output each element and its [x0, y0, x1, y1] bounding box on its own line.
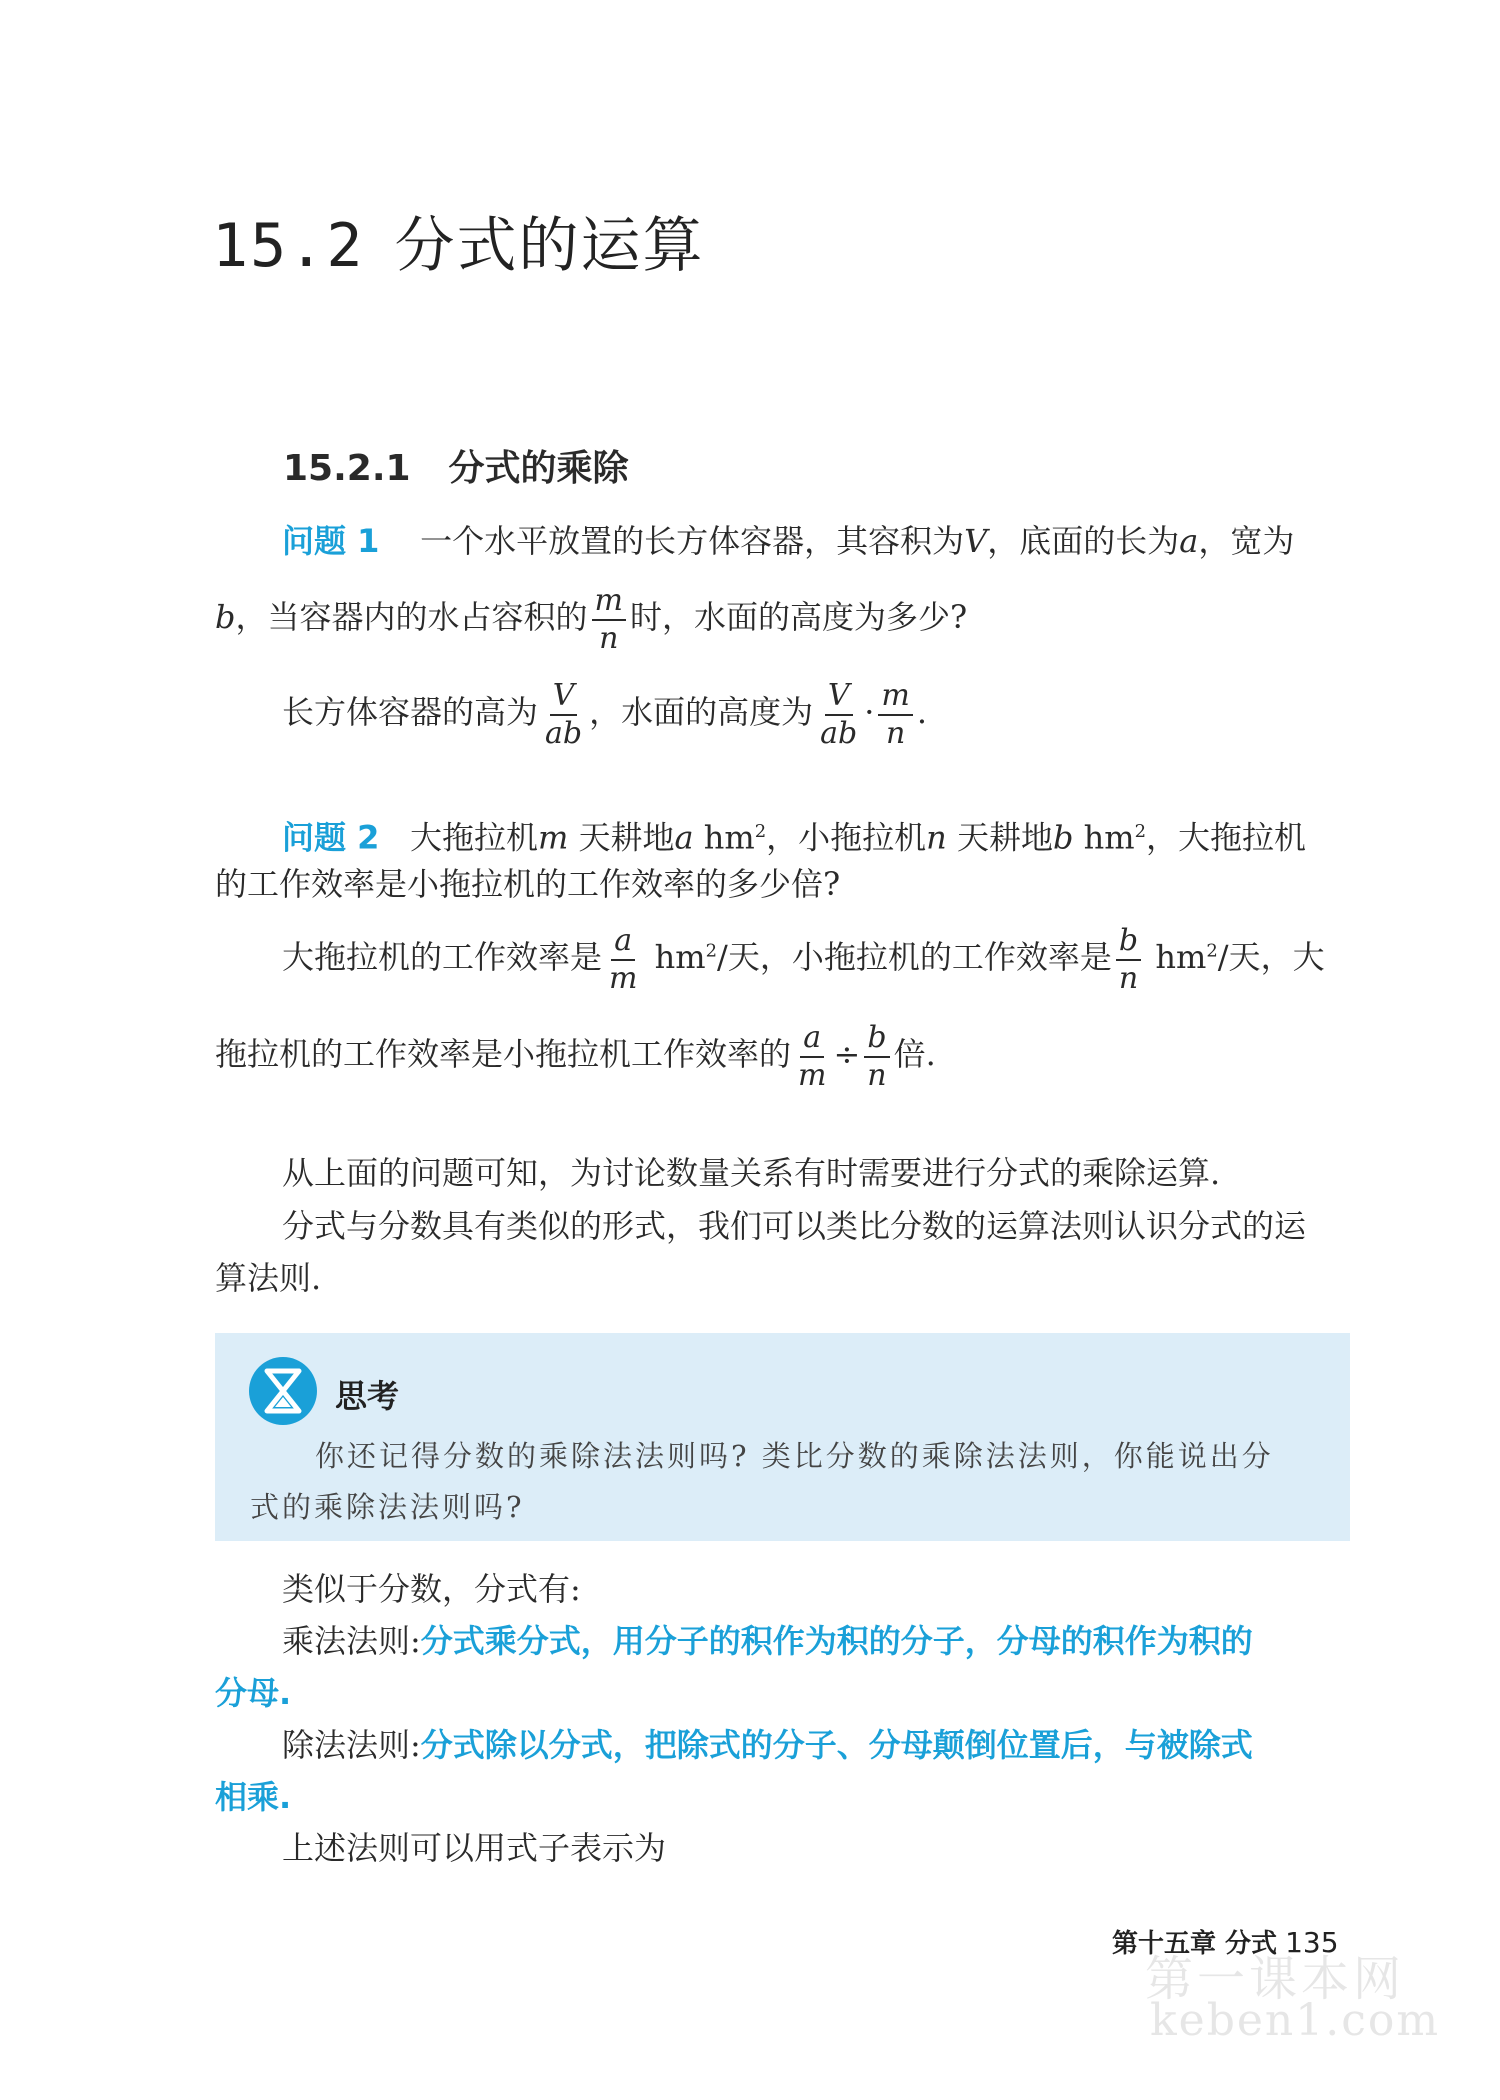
problem1-line2	[215, 585, 967, 654]
text: ，大	[1260, 938, 1325, 976]
rules-outro: 上述法则可以用式子表示为	[282, 1829, 667, 1867]
numerator: m	[878, 680, 912, 716]
text: 一个水平放置的长方体容器，其容积为	[420, 522, 965, 560]
var: a	[674, 818, 694, 857]
problem1-line1	[282, 515, 1294, 567]
fraction-a-m-2	[795, 1022, 829, 1091]
text: ，大拖拉机	[1146, 818, 1307, 857]
rule-text: 分式乘分式，用分子的积作为积的分子，分母的积作为积的	[420, 1622, 1253, 1660]
problem2-label: 问题 2	[282, 818, 380, 857]
problem1-answer	[282, 680, 927, 749]
numerator: V	[550, 680, 578, 716]
unit: hm	[1155, 938, 1207, 976]
divide-sign: ÷	[833, 1035, 861, 1073]
denominator: ab	[820, 715, 858, 751]
numerator: b	[1116, 925, 1141, 961]
text: 长方体容器的高为	[282, 693, 539, 731]
fraction-b-n-2	[864, 1022, 889, 1091]
fraction-a-m	[606, 925, 640, 994]
rule-label: 乘法法则:	[282, 1622, 421, 1660]
denominator: ab	[545, 715, 583, 751]
fraction-m-n-2	[878, 680, 912, 749]
subsection-number: 15.2.1	[283, 448, 411, 489]
denominator: n	[885, 715, 906, 751]
problem2-answer-line1	[282, 925, 1325, 994]
text: ，小拖拉机的工作效率是	[759, 938, 1112, 976]
dot: ·	[864, 693, 875, 731]
var: n	[926, 818, 947, 857]
text: 大拖拉机	[409, 818, 538, 857]
chapter-label: 第十五章 分式	[1112, 1929, 1278, 1959]
superscript: 2	[705, 940, 718, 962]
denominator: n	[1118, 960, 1139, 996]
denominator: n	[599, 620, 619, 656]
fraction-V-ab	[542, 680, 585, 749]
var: m	[537, 818, 569, 857]
denominator: m	[798, 1057, 827, 1093]
paragraph-2-line1: 分式与分数具有类似的形式，我们可以类比分数的运算法则认识分式的运	[282, 1207, 1307, 1245]
unit: /天	[1217, 938, 1261, 976]
watermark-title: 第一课本网	[1145, 1951, 1406, 2007]
text: 天耕地	[956, 818, 1053, 857]
var: b	[1052, 818, 1074, 857]
think-icon	[247, 1355, 319, 1427]
text: 时，水面的高度为多少?	[629, 598, 968, 636]
text: 倍.	[893, 1035, 936, 1073]
problem2-answer-line2	[215, 1022, 936, 1091]
problem1-label: 问题 1	[282, 522, 380, 560]
watermark-url: keben1.com	[1150, 1995, 1441, 2046]
unit: hm	[703, 818, 755, 857]
var: V	[964, 522, 988, 560]
var: a	[1179, 522, 1199, 560]
denominator: m	[609, 960, 638, 996]
text: ，小拖拉机	[766, 818, 927, 857]
division-rule-line2: 相乘.	[215, 1778, 292, 1816]
think-text-line1: 你还记得分数的乘除法法则吗? 类比分数的乘除法法则，你能说出分	[315, 1439, 1274, 1473]
text: ，当容器内的水占容积的	[235, 598, 588, 636]
unit: hm	[654, 938, 706, 976]
multiplication-rule-line2: 分母.	[215, 1674, 292, 1712]
superscript: 2	[1206, 940, 1218, 962]
text: 天耕地	[578, 818, 675, 857]
text: ，水面的高度为	[589, 693, 814, 731]
numerator: V	[825, 680, 853, 716]
division-rule-line1	[282, 1719, 1253, 1771]
text: ，底面的长为	[987, 522, 1180, 560]
paragraph-1: 从上面的问题可知，为讨论数量关系有时需要进行分式的乘除运算.	[282, 1154, 1221, 1192]
text: .	[916, 693, 928, 731]
rules-intro: 类似于分数，分式有:	[282, 1570, 581, 1608]
unit: hm	[1083, 818, 1135, 857]
rule-label: 除法法则:	[282, 1726, 421, 1764]
numerator: b	[864, 1022, 889, 1058]
subsection-heading	[283, 440, 629, 491]
denominator: n	[867, 1057, 887, 1093]
subsection-title: 分式的乘除	[448, 448, 629, 489]
fraction-V-ab-2	[817, 680, 860, 749]
problem2-line2: 的工作效率是小拖拉机的工作效率的多少倍?	[215, 865, 841, 903]
superscript: 2	[754, 821, 767, 842]
rule-text: 分式除以分式，把除式的分子、分母颠倒位置后，与被除式	[420, 1726, 1253, 1764]
section-title-text: 分式的运算	[394, 211, 705, 281]
var: b	[215, 598, 236, 636]
text: 拖拉机的工作效率是小拖拉机工作效率的	[215, 1035, 792, 1073]
fraction-m-n	[592, 585, 626, 654]
paragraph-2-line2: 算法则.	[215, 1259, 322, 1297]
numerator: a	[800, 1022, 824, 1058]
section-title	[212, 198, 705, 284]
numerator: m	[592, 585, 626, 621]
fraction-b-n	[1116, 925, 1141, 994]
think-text-line2: 式的乘除法法则吗?	[250, 1490, 525, 1524]
page-number: 135	[1285, 1926, 1339, 1959]
text: ，宽为	[1198, 522, 1295, 560]
text: 大拖拉机的工作效率是	[282, 938, 603, 976]
multiplication-rule-line1	[282, 1615, 1253, 1667]
numerator: a	[611, 925, 635, 961]
section-number: 15.2	[212, 211, 365, 281]
problem2-line1	[282, 806, 1306, 864]
superscript: 2	[1134, 821, 1147, 842]
think-title: 思考	[335, 1377, 400, 1415]
unit: /天	[717, 938, 760, 976]
